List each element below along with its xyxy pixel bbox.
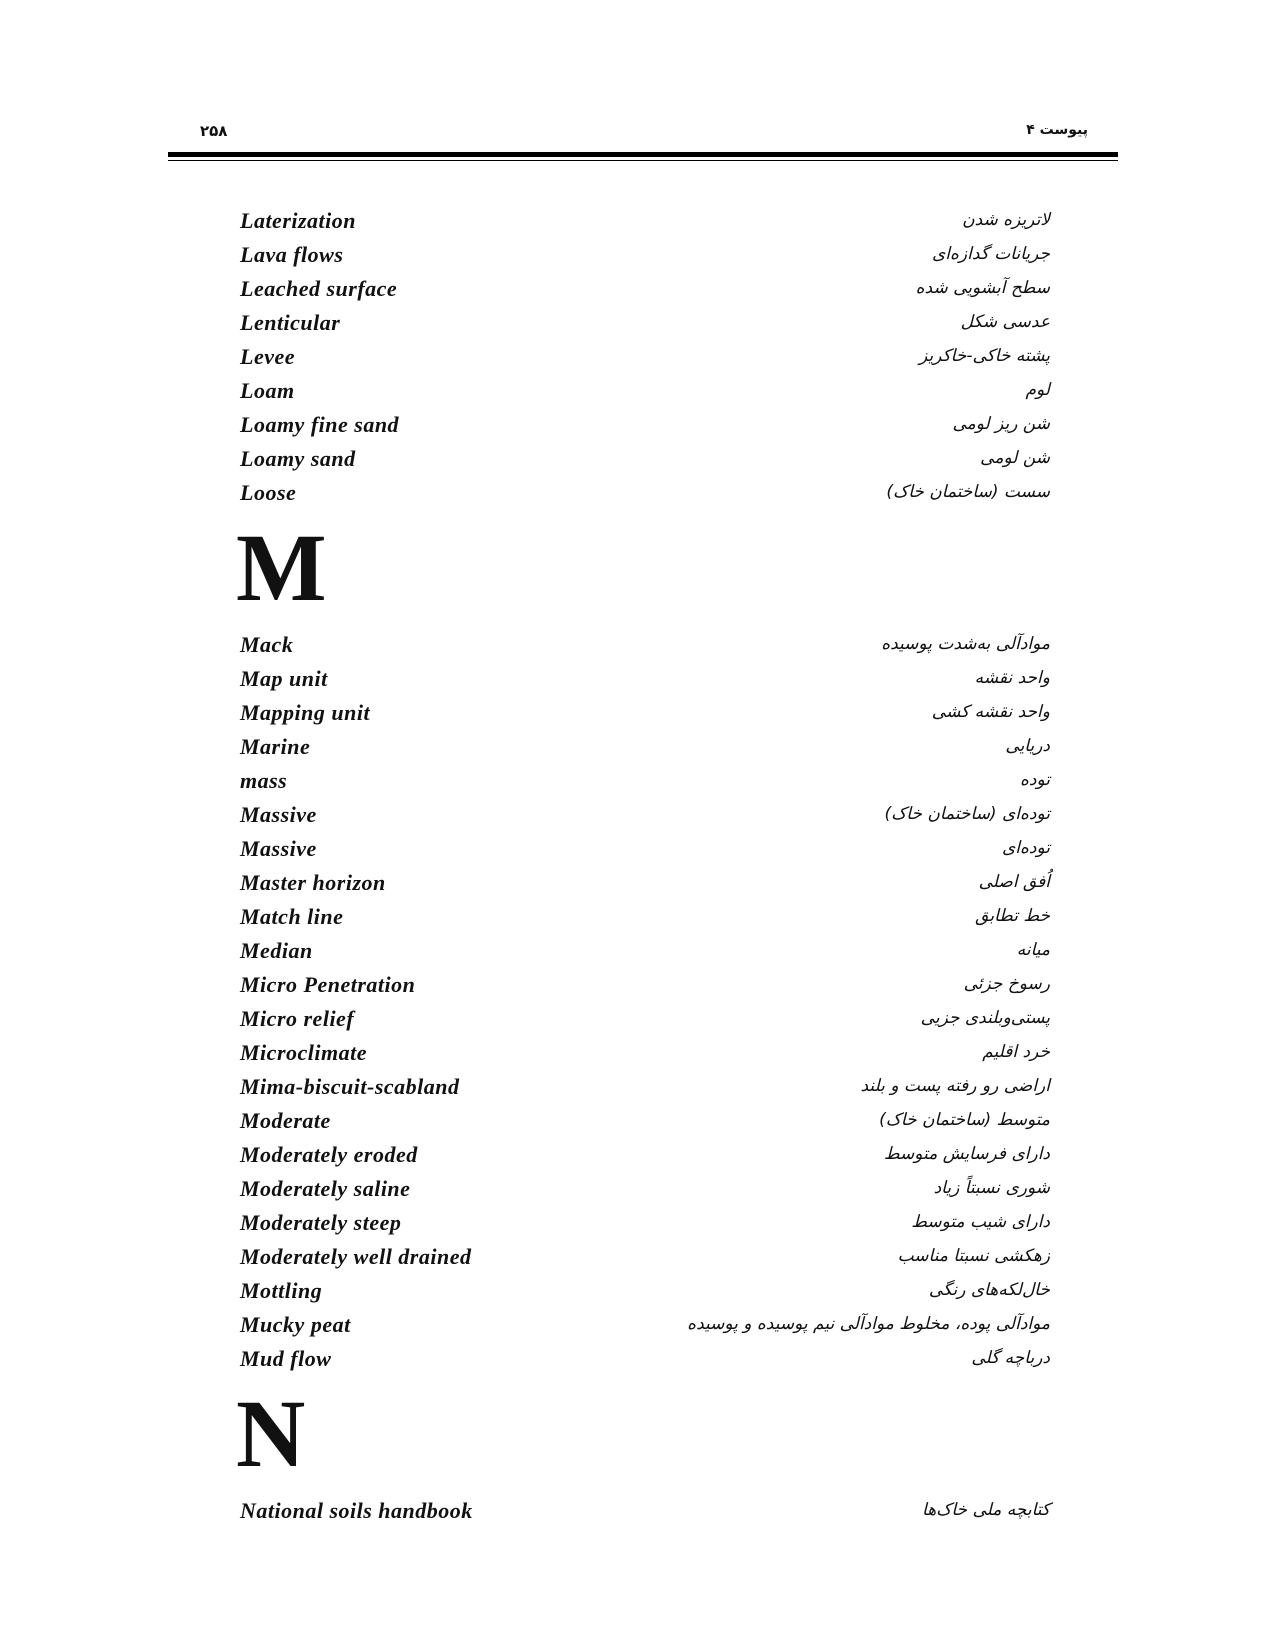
persian-translation: پستی‌وبلندی جزیی [920, 1008, 1050, 1028]
glossary-section [236, 1380, 1050, 1532]
persian-translation: سطح آبشویی شده [915, 278, 1050, 298]
english-term: Median [240, 938, 313, 963]
glossary-entry [240, 666, 1050, 700]
persian-translation: دارای فرسایش متوسط [883, 1144, 1050, 1164]
glossary-entry [240, 344, 1050, 378]
english-term: Micro Penetration [240, 972, 416, 997]
glossary-entry [240, 480, 1050, 514]
glossary-entry [240, 700, 1050, 734]
persian-translation: واحد نقشه [974, 668, 1050, 688]
page-header [168, 122, 1118, 142]
glossary-entry [240, 768, 1050, 802]
glossary-entry [240, 734, 1050, 768]
english-term: Map unit [240, 666, 328, 691]
glossary-entry [240, 1176, 1050, 1210]
glossary-entry [240, 1346, 1050, 1380]
section-letter-heading: M [236, 514, 327, 621]
persian-translation: خط تطابق [975, 906, 1050, 926]
persian-translation: متوسط (ساختمان خاک) [879, 1110, 1050, 1130]
persian-translation: کتابچه ملی خاک‌ها [922, 1500, 1050, 1520]
persian-translation: شوری نسبتاً زیاد [933, 1178, 1050, 1198]
persian-translation: دارای شیب متوسط [911, 1212, 1050, 1232]
english-term: Moderately steep [240, 1210, 402, 1235]
english-term: Microclimate [240, 1040, 367, 1065]
persian-translation: خال‌لکه‌های رنگی [928, 1280, 1050, 1300]
english-term: National soils handbook [240, 1498, 473, 1523]
header-rule-thin [168, 160, 1118, 161]
english-term: Moderately saline [240, 1176, 411, 1201]
glossary-entry [240, 802, 1050, 836]
glossary-entry [240, 242, 1050, 276]
glossary-entry [240, 938, 1050, 972]
persian-translation: عدسی شکل [960, 312, 1050, 332]
glossary-entry [240, 1498, 1050, 1532]
english-term: Mima-biscuit-scabland [240, 1074, 460, 1099]
english-term: Leached surface [240, 276, 398, 301]
english-term: Master horizon [240, 870, 386, 895]
persian-translation: موادآلی پوده، مخلوط موادآلی نیم پوسیده و پوسیده [687, 1314, 1050, 1334]
glossary-entry [240, 446, 1050, 480]
page-number: ۲۵۸ [200, 122, 228, 140]
glossary-entry [240, 1278, 1050, 1312]
english-term: Massive [240, 836, 317, 861]
section-title: پیوست ۴ [1026, 122, 1088, 138]
english-term: mass [240, 768, 288, 793]
english-term: Mottling [240, 1278, 323, 1303]
glossary-entry [240, 378, 1050, 412]
persian-translation: اراضی رو رفته پست و بلند [860, 1076, 1050, 1096]
glossary-entry [240, 208, 1050, 242]
english-term: Loamy fine sand [240, 412, 400, 437]
english-term: Moderately well drained [240, 1244, 472, 1269]
persian-translation: موادآلی به‌شدت پوسیده [881, 634, 1050, 654]
glossary-entry [240, 1312, 1050, 1346]
english-term: Loose [240, 480, 297, 505]
glossary-entry [240, 836, 1050, 870]
persian-translation: رسوخ جزئی [963, 974, 1050, 994]
english-term: Mud flow [240, 1346, 332, 1371]
english-term: Micro relief [240, 1006, 355, 1031]
english-term: Lava flows [240, 242, 344, 267]
glossary-entry [240, 310, 1050, 344]
glossary-entry [240, 1210, 1050, 1244]
persian-translation: لوم [1025, 380, 1050, 400]
persian-translation: شن ریز لومی [952, 414, 1050, 434]
glossary-entry [240, 1244, 1050, 1278]
glossary-list [236, 208, 1050, 1532]
english-term: Mapping unit [240, 700, 371, 725]
glossary-entry [240, 972, 1050, 1006]
glossary-entry [240, 412, 1050, 446]
persian-translation: درباچه گلی [971, 1348, 1050, 1368]
header-rule-thick [168, 152, 1118, 157]
persian-translation: اُفق اصلی [978, 872, 1050, 892]
english-term: Massive [240, 802, 317, 827]
english-term: Mack [240, 632, 294, 657]
persian-translation: توده‌ای (ساختمان خاک) [884, 804, 1050, 824]
persian-translation: شن لومی [980, 448, 1050, 468]
persian-translation: توده [1020, 770, 1050, 790]
glossary-section [240, 208, 1050, 514]
section-letter-heading: N [236, 1380, 306, 1487]
glossary-entry [240, 1040, 1050, 1074]
persian-translation: میانه [1016, 940, 1050, 960]
persian-translation: دریایی [1005, 736, 1050, 756]
english-term: Marine [240, 734, 311, 759]
english-term: Levee [240, 344, 295, 369]
glossary-entry [240, 904, 1050, 938]
persian-translation: واحد نقشه کشی [931, 702, 1050, 722]
persian-translation: خرد اقلیم [982, 1042, 1050, 1062]
persian-translation: زهکشی نسبتا مناسب [897, 1246, 1050, 1266]
glossary-entry [240, 1074, 1050, 1108]
glossary-entry [240, 870, 1050, 904]
english-term: Lenticular [240, 310, 341, 335]
english-term: Moderate [240, 1108, 331, 1133]
persian-translation: لاتریزه شدن [962, 210, 1050, 230]
glossary-entry [240, 632, 1050, 666]
persian-translation: پشته خاکی-خاکریز [919, 346, 1050, 366]
glossary-entry [240, 1108, 1050, 1142]
english-term: Loam [240, 378, 295, 403]
glossary-entry [240, 1142, 1050, 1176]
persian-translation: توده‌ای [1001, 838, 1050, 858]
glossary-entry [240, 1006, 1050, 1040]
persian-translation: جریانات گدازه‌ای [931, 244, 1050, 264]
english-term: Mucky peat [240, 1312, 351, 1337]
english-term: Match line [240, 904, 344, 929]
english-term: Moderately eroded [240, 1142, 418, 1167]
glossary-section [236, 514, 1050, 1380]
english-term: Loamy sand [240, 446, 356, 471]
glossary-entry [240, 276, 1050, 310]
english-term: Laterization [240, 208, 357, 233]
persian-translation: سست (ساختمان خاک) [886, 482, 1050, 502]
